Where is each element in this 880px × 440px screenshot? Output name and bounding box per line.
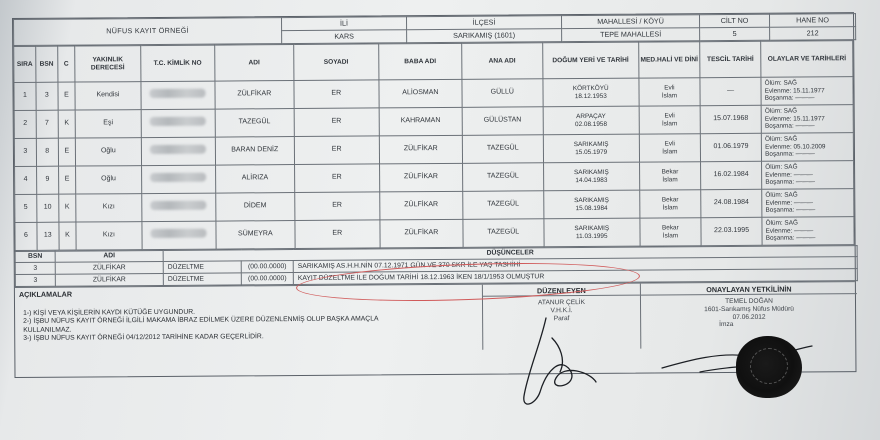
corr-kod: (00.00.0000) [241, 273, 293, 285]
tescil-value: 01.06.1979 [713, 143, 749, 151]
col-dogum: DOĞUM YERİ VE TARİHİ [542, 42, 638, 79]
hane-value: 212 [770, 27, 856, 41]
cinsiyet-value: K [64, 204, 70, 212]
olum-value: Ölüm: SAĞ [765, 191, 798, 200]
evlenme-value: Evlenme: 15.11.1977 [764, 115, 825, 123]
adi-value: TAZEGÜL [238, 118, 271, 126]
onaylayan-title: ONAYLAYAN YETKİLİNİN [641, 282, 857, 296]
adi-value: ALİRIZA [241, 174, 269, 182]
sira-value: 4 [23, 176, 28, 184]
ilce-value: SARIKAMIŞ (1601) [407, 29, 562, 43]
onaylayan-imza: İmza [719, 321, 734, 329]
evlenme-value: Evlenme: 15.11.1977 [764, 87, 825, 95]
evlenme-value: Evlenme: ——— [765, 171, 813, 179]
soyadi-value: ER [332, 202, 342, 210]
col-med-hali: MED.HALİ VE DİNİ [638, 42, 699, 78]
note-line-3: KULLANILMAZ. [23, 326, 72, 334]
din-value: İslam [662, 231, 679, 239]
ana-value: TAZEGÜL [486, 172, 519, 181]
corr-adi: ZÜLFİKAR [55, 273, 163, 286]
yakinlik-value: Oğlu [100, 147, 116, 155]
col-yakinlik: YAKINLIK DERECESİ [75, 46, 141, 82]
corr-col-adi: ADI [55, 250, 163, 262]
dogum-yeri-value: SARIKAMIŞ [573, 140, 609, 149]
dogum-tarihi-value: 15.05.1979 [575, 148, 608, 156]
note-line-1: 1-) KİŞİ VEYA KİŞİLERİN KAYDI KÜTÜĞE UYGUNDUR. [23, 308, 196, 317]
med-hali-value: Bekar [662, 224, 679, 232]
baba-value: ALİOSMAN [402, 89, 439, 97]
olum-value: Ölüm: SAĞ [765, 219, 798, 228]
col-sira: SIRA [14, 46, 36, 82]
corr-col-bsn: BSN [15, 251, 55, 262]
dogum-tarihi-value: 14.04.1983 [575, 176, 608, 184]
onaylayan-date: 07.06.2012 [732, 313, 766, 321]
soyadi-value: ER [331, 146, 342, 154]
dogum-tarihi-value: 18.12.1953 [574, 92, 607, 100]
med-hali-value: Bekar [661, 168, 679, 176]
corr-aciklama: KAYIT DÜZELTME İLE DOĞUM TARİHİ 18.12.1963 İKEN 18/1/1953 OLMUŞTUR [293, 269, 857, 285]
duzenleyen-name: ATANUR ÇELİK [537, 299, 586, 307]
baba-value: ZÜLFİKAR [404, 201, 439, 209]
ilce-label: İLÇESİ [407, 16, 562, 30]
baba-value: ZÜLFİKAR [404, 173, 438, 181]
hane-label: HANE NO [769, 14, 855, 28]
baba-value: ZÜLFİKAR [403, 145, 438, 153]
dogum-yeri-value: ARPAÇAY [576, 112, 606, 121]
dogum-tarihi-value: 15.08.1984 [575, 204, 608, 212]
din-value: İslam [662, 175, 678, 183]
bosanma-value: Boşanma: ——— [765, 206, 816, 214]
tescil-value: 22.03.1995 [714, 227, 750, 235]
mahalle-value: TEPE MAHALLESİ [562, 28, 700, 42]
tescil-value: 15.07.1968 [713, 115, 749, 123]
cilt-label: CİLT NO [699, 14, 769, 27]
duzenleyen-title: DÜZENLEYEN [483, 284, 640, 297]
tescil-value: — [727, 87, 735, 95]
il-value: KARS [282, 30, 407, 44]
ana-value: GÜLÜSTAN [483, 116, 522, 125]
sira-value: 2 [23, 120, 28, 128]
dogum-tarihi-value: 02.08.1958 [574, 120, 608, 128]
col-tc-kimlik: T.C. KİMLİK NO [140, 45, 215, 82]
duzenleyen-role: V.H.K.İ. [550, 306, 573, 315]
onaylayan-office: 1601-Sarıkamış Nüfus Müdürü [704, 305, 794, 313]
duzenleyen-signature [524, 318, 596, 404]
med-hali-value: Evli [664, 112, 675, 120]
bosanma-value: Boşanma: ——— [765, 150, 815, 158]
note-line-4: 3-) İŞBU NÜFUS KAYIT ÖRNEĞİ 04/12/2012 TARİHİNE KADAR GEÇERLİDİR. [23, 333, 264, 343]
cinsiyet-value: E [64, 92, 69, 100]
bosanma-value: Boşanma: ——— [765, 234, 816, 242]
yakinlik-value: Oğlu [101, 175, 116, 183]
dogum-yeri-value: SARIKAMIŞ [573, 168, 609, 177]
ana-value: TAZEGÜL [487, 228, 520, 237]
dogum-yeri-value: SARIKAMIŞ [574, 196, 609, 205]
soyadi-value: ER [331, 90, 342, 98]
din-value: İslam [661, 119, 678, 127]
corr-kod: (00.00.0000) [241, 261, 293, 273]
adi-value: SÜMEYRA [237, 230, 273, 238]
tescil-value: 24.08.1984 [713, 199, 749, 207]
ana-value: GÜLLÜ [490, 88, 514, 97]
corr-tur: DÜZELTME [163, 261, 241, 274]
med-hali-value: Bekar [661, 196, 679, 204]
col-ana-adi: ANA ADI [462, 43, 543, 80]
cinsiyet-value: E [64, 176, 70, 184]
olum-value: Ölüm: SAĞ [765, 163, 798, 172]
duzenleyen-paraf: Paraf [553, 314, 570, 322]
bsn-value: 7 [45, 120, 49, 128]
adi-value: DİDEM [243, 202, 267, 210]
sira-value: 1 [22, 92, 27, 100]
ana-value: TAZEGÜL [487, 200, 519, 209]
col-olaylar: OLAYLAR VE TARİHLERİ [761, 41, 853, 78]
corr-bsn: 3 [15, 274, 55, 286]
bsn-value: 10 [43, 204, 52, 212]
adi-value: ZÜLFİKAR [237, 90, 272, 98]
evlenme-value: Evlenme: 05.10.2009 [765, 143, 826, 151]
dogum-yeri-value: SARIKAMIŞ [574, 224, 610, 233]
col-baba-adi: BABA ADI [379, 43, 462, 80]
bosanma-value: Boşanma: ——— [764, 94, 815, 102]
official-stamp [736, 336, 802, 398]
cinsiyet-value: K [65, 232, 70, 240]
med-hali-value: Evli [664, 84, 675, 92]
evlenme-value: Evlenme: ——— [765, 199, 814, 207]
corr-aciklama: SARIKAMIŞ AS.H.H.NİN 07.12.1971 GÜN VE 370 SKR İLE YAŞ TASHİHİ [293, 257, 857, 273]
dogum-yeri-value: KÖRTKÖYÜ [572, 84, 609, 93]
yakinlik-value: Kendisi [96, 91, 120, 99]
baba-value: ZÜLFİKAR [404, 229, 439, 237]
bsn-value: 13 [43, 232, 52, 240]
dogum-tarihi-value: 11.03.1995 [575, 232, 608, 240]
yakinlik-value: Kızı [102, 203, 115, 211]
il-label: İLİ [282, 17, 407, 31]
onaylayan-name: TEMEL DOĞAN [725, 297, 773, 306]
adi-value: BARAN DENİZ [231, 146, 279, 154]
cilt-value: 5 [700, 27, 770, 40]
corr-tur: DÜZELTME [163, 273, 241, 286]
bsn-value: 3 [44, 92, 49, 100]
sira-value: 5 [23, 204, 28, 212]
bosanma-value: Boşanma: ——— [764, 122, 815, 130]
bsn-value: 8 [45, 148, 50, 156]
form-title: NÜFUS KAYIT ÖRNEĞİ [14, 18, 282, 46]
cinsiyet-value: E [64, 148, 70, 156]
bsn-value: 9 [45, 176, 50, 184]
col-tescil: TESCİL TARİHİ [700, 41, 761, 77]
olum-value: Ölüm: SAĞ [764, 79, 797, 88]
mahalle-label: MAHALLESİ / KÖYÜ [561, 15, 699, 29]
evlenme-value: Evlenme: ——— [765, 227, 814, 235]
col-soyadi: SOYADI [293, 44, 378, 81]
sira-value: 6 [23, 232, 28, 240]
corr-adi: ZÜLFİKAR [55, 261, 163, 274]
yakinlik-value: Eşi [103, 119, 114, 127]
med-hali-value: Evli [664, 140, 675, 148]
soyadi-value: ER [331, 174, 342, 182]
col-c: C [57, 46, 75, 82]
soyadi-value: ER [331, 118, 342, 126]
baba-value: KAHRAMAN [400, 117, 441, 125]
yakinlik-value: Kızı [102, 231, 115, 239]
din-value: İslam [662, 203, 678, 211]
tescil-value: 16.02.1984 [713, 171, 749, 179]
aciklamalar-title: AÇIKLAMALAR [18, 289, 73, 299]
bosanma-value: Boşanma: ——— [765, 178, 816, 186]
note-line-2: 2-) İŞBU NÜFUS KAYIT ÖRNEĞİ İLGİLİ MAKAMA İBRAZ EDİLMEK ÜZERE DÜZENLENMİŞ OLUP BAŞKA AMAÇLA [23, 315, 379, 326]
col-bsn: BSN [36, 46, 58, 82]
ana-value: TAZEGÜL [486, 144, 519, 153]
col-adi: ADI [215, 45, 294, 82]
soyadi-value: ER [332, 230, 343, 238]
din-value: İslam [662, 147, 678, 155]
olum-value: Ölüm: SAĞ [764, 107, 798, 116]
corr-bsn: 3 [15, 262, 55, 274]
olum-value: Ölüm: SAĞ [764, 135, 798, 144]
sira-value: 3 [23, 148, 28, 156]
corr-col-dusunceler: DÜŞÜNCELER [163, 246, 857, 262]
din-value: İslam [661, 91, 678, 99]
cinsiyet-value: K [64, 120, 70, 128]
